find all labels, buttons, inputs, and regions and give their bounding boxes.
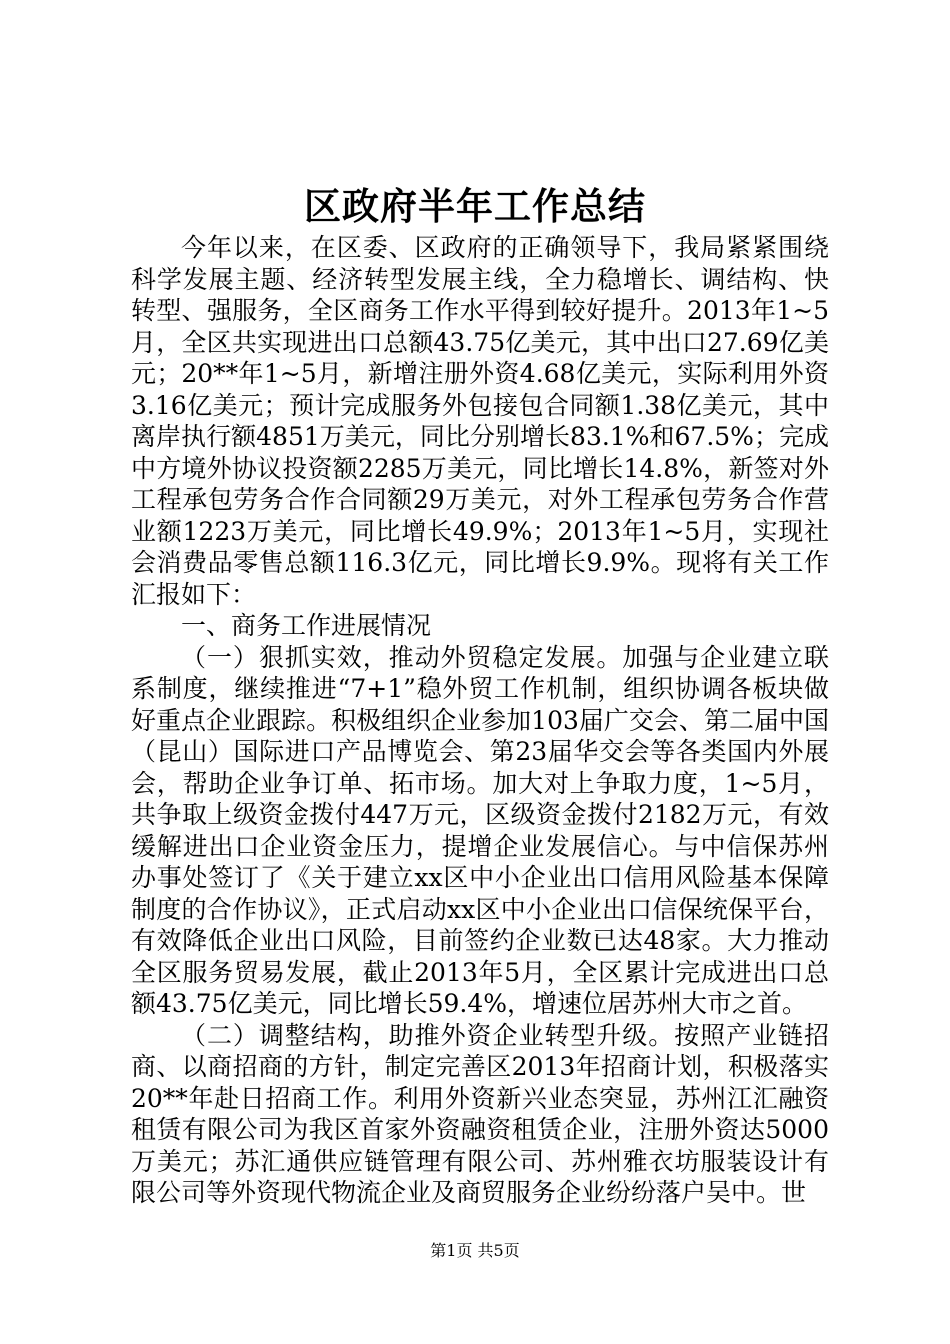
section-paragraph-trade: （一）狠抓实效，推动外贸稳定发展。加强与企业建立联系制度，继续推进“7+1”稳外贸工作机制，组织协调各板块做好重点企业跟踪。积极组织企业参加103届广交会、第二届中国（昆山）国际进口产品博览会、第23届华交会等各类国内外展会，帮助企业争订单、拓市场。加大对上争取力度，1~5月，共争取上级资金拨付447万元，区级资金拨付2182万元，有效缓解进出口企业资金压力，提增企业发展信心。与中信保苏州办事处签订了《关于建立xx区中小企业出口信用风险基本保障制度的合作协议》，正式启动xx区中小企业出口信保统保平台，有效降低企业出口风险，目前签约企业数已达48家。大力推动全区服务贸易发展，截止2013年5月，全区累计完成进出口总额43.75亿美元，同比增长59.4%，增速位居苏州大市之首。 — [131, 642, 829, 1018]
intro-paragraph: 今年以来，在区委、区政府的正确领导下，我局紧紧围绕科学发展主题、经济转型发展主线，全力稳增长、调结构、快转型、强服务，全区商务工作水平得到较好提升。2013年1~5月，全区共实现进出口总额43.75亿美元，其中出口27.69亿美元；20**年1~5月，新增注册外资4.68亿美元，实际利用外资3.16亿美元；预计完成服务外包接包合同额1.38亿美元，其中离岸执行额4851万美元，同比分别增长83.1%和67.5%；完成中方境外协议投资额2285万美元，同比增长14.8%，新签对外工程承包劳务合作合同额29万美元，对外工程承包劳务合作营业额1223万美元，同比增长49.9%；2013年1~5月，实现社会消费品零售总额116.3亿元，同比增长9.9%。现将有关工作汇报如下： — [131, 233, 829, 609]
document-body — [131, 232, 829, 1209]
document-title: 区政府半年工作总结 — [304, 184, 646, 228]
section-heading: 一、商务工作进展情况 — [181, 611, 432, 640]
page-footer: 第1页 共5页 — [430, 1241, 520, 1260]
section-paragraph-foreign-investment: （二）调整结构，助推外资企业转型升级。按照产业链招商、以商招商的方针，制定完善区2013年招商计划，积极落实20**年赴日招商工作。利用外资新兴业态突显，苏州江汇融资租赁有限公司为我区首家外资融资租赁企业，注册外资达5000万美元；苏汇通供应链管理有限公司、苏州雅衣坊服装设计有限公司等外资现代物流企业及商贸服务企业纷纷落户吴中。世 — [131, 1020, 829, 1207]
